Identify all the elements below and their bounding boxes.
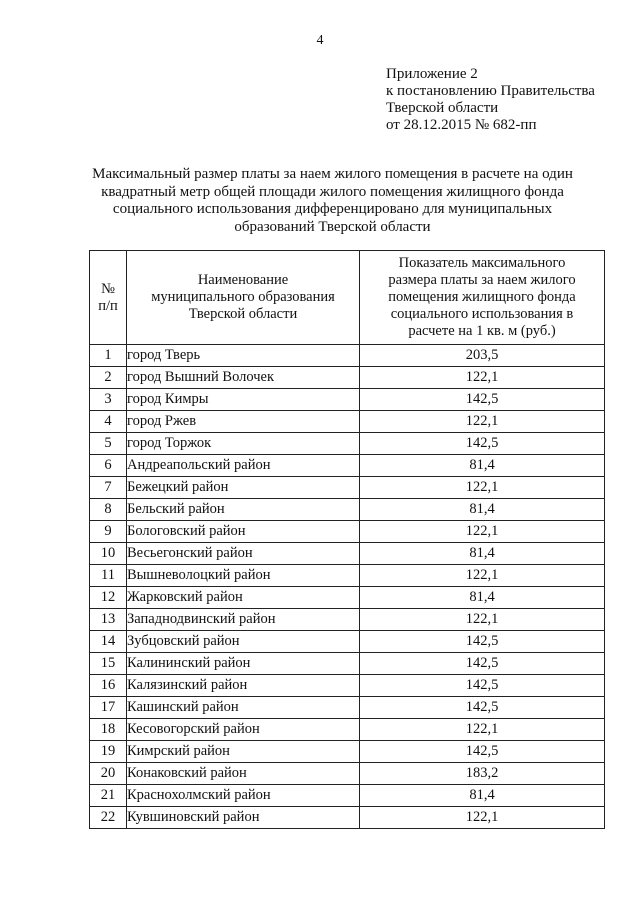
row-name: город Тверь	[127, 345, 360, 367]
row-value: 142,5	[360, 433, 605, 455]
table-row	[90, 411, 605, 433]
row-name: Кашинский район	[127, 697, 360, 719]
table-row	[90, 719, 605, 741]
row-number: 20	[90, 763, 127, 785]
row-value: 203,5	[360, 345, 605, 367]
appendix-resolution: к постановлению Правительства	[386, 83, 595, 99]
row-value: 81,4	[360, 785, 605, 807]
row-number: 3	[90, 389, 127, 411]
row-number: 17	[90, 697, 127, 719]
table-row	[90, 653, 605, 675]
row-number: 11	[90, 565, 127, 587]
header-line: Тверской области	[188, 306, 298, 322]
row-name: Кимрский район	[127, 741, 360, 763]
row-value: 122,1	[360, 719, 605, 741]
appendix-block	[386, 66, 595, 134]
row-value: 122,1	[360, 521, 605, 543]
row-value: 142,5	[360, 653, 605, 675]
row-number: 13	[90, 609, 127, 631]
row-number: 7	[90, 477, 127, 499]
table-row	[90, 807, 605, 829]
heading-line: образований Тверской области	[234, 218, 431, 235]
row-name: Бежецкий район	[127, 477, 360, 499]
row-number: 21	[90, 785, 127, 807]
header-line: расчете на 1 кв. м (руб.)	[408, 323, 556, 339]
row-value: 122,1	[360, 411, 605, 433]
row-number: 1	[90, 345, 127, 367]
document-heading	[60, 166, 605, 236]
row-name: город Ржев	[127, 411, 360, 433]
row-name: Вышневолоцкий район	[127, 565, 360, 587]
table-row	[90, 521, 605, 543]
row-name: город Кимры	[127, 389, 360, 411]
header-line: социального использования в	[390, 306, 574, 322]
header-line: п/п	[98, 297, 118, 314]
row-number: 18	[90, 719, 127, 741]
table-row	[90, 477, 605, 499]
appendix-region: Тверской области	[386, 100, 499, 116]
table-row	[90, 785, 605, 807]
header-value	[360, 251, 605, 345]
table-row	[90, 565, 605, 587]
row-number: 4	[90, 411, 127, 433]
row-number: 22	[90, 807, 127, 829]
table-row	[90, 345, 605, 367]
table-row	[90, 631, 605, 653]
table-row	[90, 543, 605, 565]
row-number: 10	[90, 543, 127, 565]
appendix-title: Приложение 2	[386, 66, 478, 82]
header-name	[127, 251, 360, 345]
row-value: 81,4	[360, 587, 605, 609]
row-number: 15	[90, 653, 127, 675]
header-line: №	[101, 280, 115, 297]
header-line: Показатель максимального	[398, 255, 566, 271]
row-name: Калининский район	[127, 653, 360, 675]
table-row	[90, 455, 605, 477]
row-value: 122,1	[360, 367, 605, 389]
row-number: 2	[90, 367, 127, 389]
row-value: 81,4	[360, 455, 605, 477]
row-value: 142,5	[360, 697, 605, 719]
row-value: 81,4	[360, 499, 605, 521]
table-row	[90, 433, 605, 455]
row-value: 122,1	[360, 807, 605, 829]
row-value: 142,5	[360, 631, 605, 653]
row-name: Жарковский район	[127, 587, 360, 609]
row-number: 16	[90, 675, 127, 697]
table-row	[90, 367, 605, 389]
row-value: 122,1	[360, 609, 605, 631]
row-number: 9	[90, 521, 127, 543]
table-row	[90, 499, 605, 521]
row-name: Зубцовский район	[127, 631, 360, 653]
row-number: 5	[90, 433, 127, 455]
heading-line: социального использования дифференцировано для муниципальных	[112, 201, 553, 217]
heading-line: квадратный метр общей площади жилого помещения жилищного фонда	[101, 183, 564, 200]
table-row	[90, 675, 605, 697]
header-line: помещения жилищного фонда	[388, 289, 576, 305]
table-row	[90, 609, 605, 631]
row-value: 142,5	[360, 675, 605, 697]
rates-table	[89, 250, 605, 829]
table-row	[90, 587, 605, 609]
table-row	[90, 389, 605, 411]
header-line: Наименование	[197, 272, 289, 288]
appendix-date: от 28.12.2015 № 682-пп	[386, 117, 537, 133]
page-number: 4	[316, 33, 324, 48]
row-number: 8	[90, 499, 127, 521]
row-name: Бельский район	[127, 499, 360, 521]
row-value: 142,5	[360, 389, 605, 411]
row-name: Западнодвинский район	[127, 609, 360, 631]
row-value: 81,4	[360, 543, 605, 565]
row-number: 19	[90, 741, 127, 763]
row-number: 6	[90, 455, 127, 477]
header-line: муниципального образования	[151, 289, 335, 305]
row-name: город Торжок	[127, 433, 360, 455]
row-number: 12	[90, 587, 127, 609]
row-value: 142,5	[360, 741, 605, 763]
row-name: Весьегонский район	[127, 543, 360, 565]
row-name: город Вышний Волочек	[127, 367, 360, 389]
row-value: 122,1	[360, 477, 605, 499]
table-header-row	[90, 251, 605, 345]
row-name: Кувшиновский район	[127, 807, 360, 829]
row-value: 122,1	[360, 565, 605, 587]
table-row	[90, 741, 605, 763]
table-row	[90, 697, 605, 719]
row-name: Краснохолмский район	[127, 785, 360, 807]
row-name: Андреапольский район	[127, 455, 360, 477]
table-row	[90, 763, 605, 785]
header-line: размера платы за наем жилого	[388, 272, 576, 288]
heading-line: Максимальный размер платы за наем жилого помещения в расчете на один	[92, 166, 573, 182]
row-name: Конаковский район	[127, 763, 360, 785]
row-name: Калязинский район	[127, 675, 360, 697]
row-name: Бологовский район	[127, 521, 360, 543]
row-value: 183,2	[360, 763, 605, 785]
header-number	[90, 251, 127, 345]
row-number: 14	[90, 631, 127, 653]
row-name: Кесовогорский район	[127, 719, 360, 741]
